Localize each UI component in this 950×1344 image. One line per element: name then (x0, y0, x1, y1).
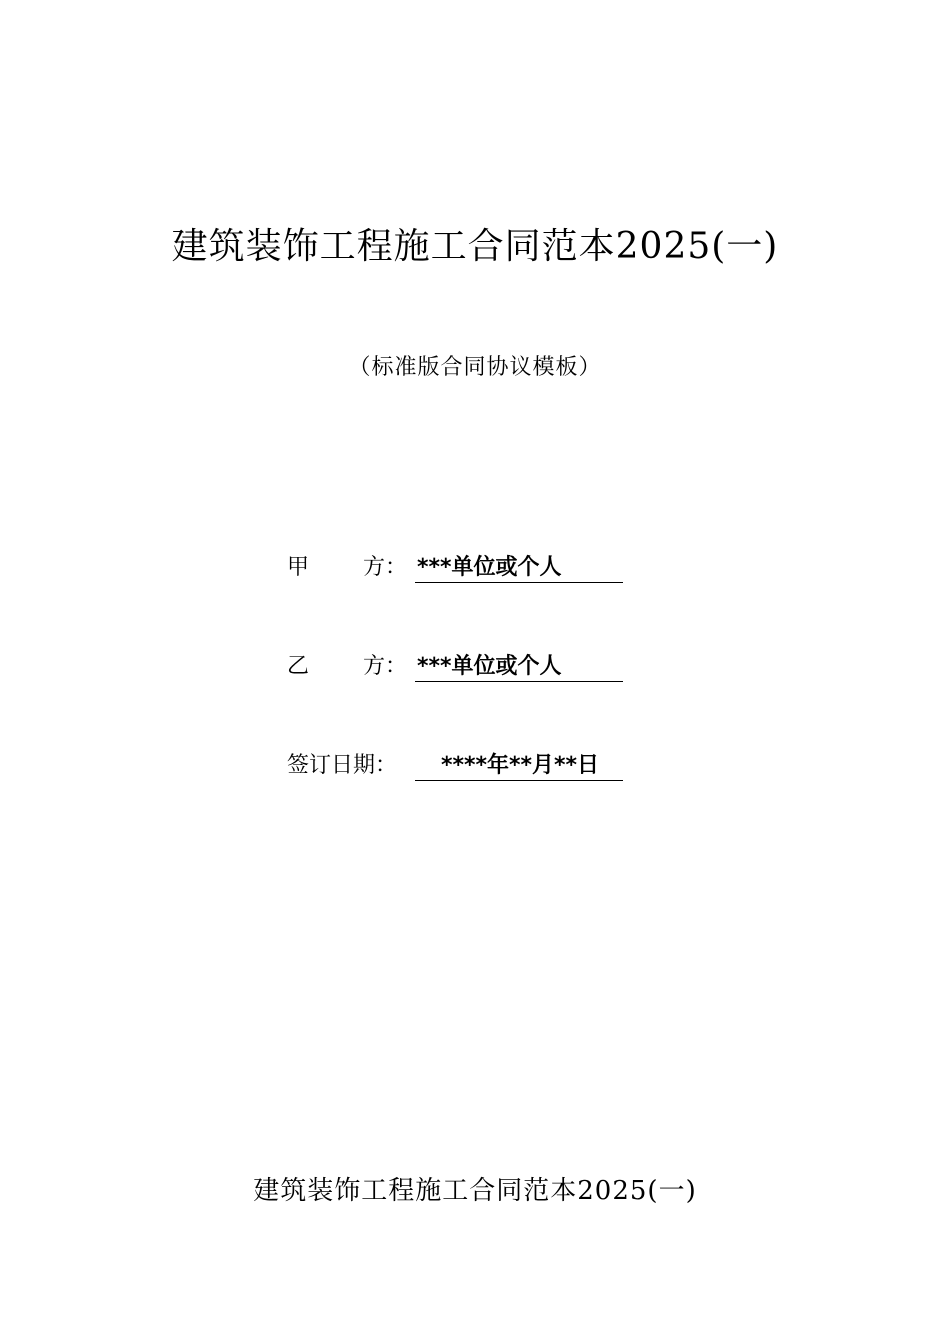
party-b-label-first: 乙 (287, 654, 310, 679)
party-b-label-second: 方： (363, 654, 408, 679)
document-subtitle: （标准版合同协议模板） (348, 355, 602, 380)
document-title: 建筑装饰工程施工合同范本2025(一) (171, 226, 779, 267)
party-a-label-second: 方： (363, 555, 408, 580)
signing-date-label: 签订日期： (287, 753, 398, 778)
party-a-label-first: 甲 (287, 555, 310, 580)
footer-title: 建筑装饰工程施工合同范本2025(一) (253, 1176, 697, 1206)
signing-date-value: ****年**月**日 (415, 749, 623, 781)
party-a-value: ***单位或个人 (415, 551, 623, 583)
party-b-value: ***单位或个人 (415, 650, 623, 682)
